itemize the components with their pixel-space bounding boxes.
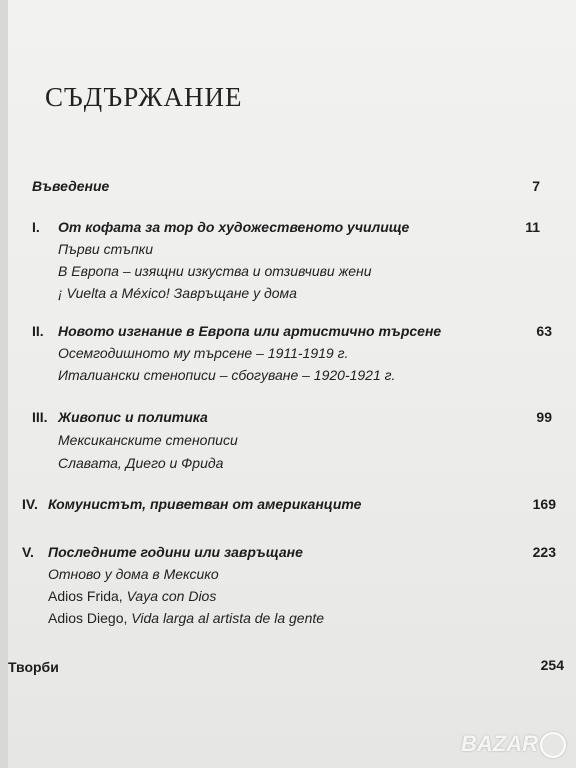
chapter-number: I.: [32, 219, 40, 235]
watermark-circle-icon: [540, 732, 566, 758]
chapter-number: V.: [22, 544, 34, 560]
toc-subentry: Славата, Диего и Фрида: [58, 455, 224, 471]
page-title: СЪДЪРЖАНИЕ: [45, 82, 243, 112]
toc-chapter-3: [32, 409, 208, 425]
toc-page-number: 63: [536, 323, 552, 339]
chapter-title: Последните години или завръщане: [48, 544, 303, 560]
toc-entry-title: Творби: [8, 659, 59, 675]
toc-chapter-5: [22, 544, 303, 560]
toc-entry-intro: [32, 178, 109, 194]
toc-subentry: Първи стъпки: [58, 241, 154, 257]
toc-page-number: 7: [532, 178, 540, 194]
chapter-number: II.: [32, 323, 44, 339]
toc-chapter-1: [32, 219, 409, 235]
toc-subentry: В Европа – изящни изкуства и отзивчиви жени: [58, 263, 372, 279]
toc-entry-title: Въведение: [32, 178, 110, 194]
toc-subentry: ¡ Vuelta a México! Завръщане у дома: [58, 285, 297, 301]
chapter-title: Живопис и политика: [58, 409, 208, 425]
toc-page-number: 254: [540, 657, 564, 673]
toc-page-number: 99: [536, 409, 552, 425]
toc-page-number: 169: [532, 496, 556, 512]
chapter-title: Комунистът, приветван от американците: [48, 496, 362, 512]
subentry-part: Adios Frida,: [48, 588, 127, 604]
toc-subentry: Осемгодишното му търсене – 1911-1919 г.: [58, 345, 349, 361]
subentry-part: Adios Diego,: [48, 610, 132, 626]
toc-page-number: 223: [532, 544, 556, 560]
toc-subentry: Отново у дома в Мексико: [48, 566, 219, 582]
toc-chapter-4: [22, 496, 361, 512]
toc-page-number: 11: [525, 219, 540, 235]
subentry-part-italic: Vida larga al artista de la gente: [131, 610, 325, 626]
watermark-logo: [461, 731, 566, 758]
toc-subentry: Мексиканските стенописи: [58, 432, 238, 448]
book-page: [8, 0, 576, 768]
toc-entry-works: [8, 659, 59, 675]
chapter-title: Новото изгнание в Европа или артистично търсене: [58, 323, 442, 339]
subentry-part-italic: Vaya con Dios: [126, 588, 217, 604]
watermark-text: BAZAR: [461, 730, 538, 756]
chapter-title: От кофата за тор до художественото училище: [58, 219, 410, 235]
toc-subentry: Италиански стенописи – сбогуване – 1920-1921 г.: [58, 367, 396, 383]
toc-chapter-2: [32, 323, 441, 339]
chapter-number: III.: [32, 409, 48, 425]
toc-subentry: [48, 588, 216, 604]
toc-subentry: [48, 610, 324, 626]
chapter-number: IV.: [22, 496, 38, 512]
